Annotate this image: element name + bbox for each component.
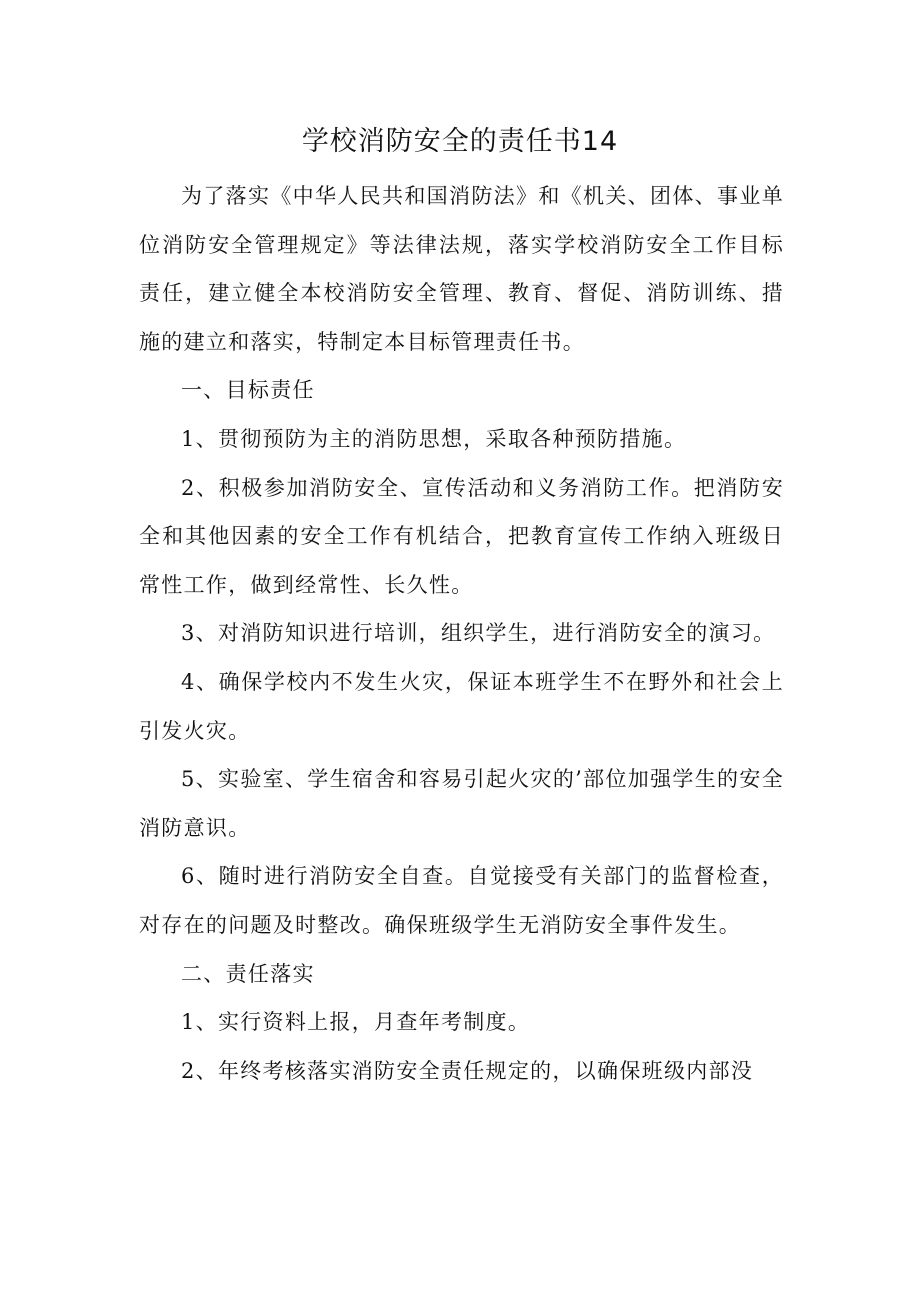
paragraph-impl-1: 1、实行资料上报，月查年考制度。: [181, 1010, 531, 1035]
paragraph-item-5: 5、实验室、学生宿舍和容易引起火灾的’部位加强学生的安全消防意识。: [139, 767, 784, 840]
paragraph-item-6: 6、随时进行消防安全自查。自觉接受有关部门的监督检查，对存在的问题及时整改。确保班级学生无消防安全事件发生。: [139, 864, 784, 937]
section-heading-goal-responsibility: 一、目标责任: [181, 378, 315, 403]
paragraph-item-3: 3、对消防知识进行培训，组织学生，进行消防安全的演习。: [181, 621, 776, 646]
section-heading-implementation: 二、责任落实: [181, 961, 315, 986]
document-title: 学校消防安全的责任书14: [301, 126, 619, 157]
paragraph-item-1: 1、贯彻预防为主的消防思想，采取各种预防措施。: [181, 426, 687, 451]
paragraph-item-4: 4、确保学校内不发生火灾，保证本班学生不在野外和社会上引发火灾。: [139, 669, 784, 743]
document-body: [139, 172, 784, 1095]
paragraph-item-2: 2、积极参加消防安全、宣传活动和义务消防工作。把消防安全和其他因素的安全工作有机结合，把教育宣传工作纳入班级日常性工作，做到经常性、长久性。: [139, 475, 784, 597]
paragraph-impl-2: 2、年终考核落实消防安全责任规定的，以确保班级内部没: [181, 1058, 754, 1083]
paragraph-intro: 为了落实《中华人民共和国消防法》和《机关、团体、事业单位消防安全管理规定》等法律法规，落实学校消防安全工作目标责任，建立健全本校消防安全管理、教育、督促、消防训练、措施的建立和落实，特制定本目标管理责任书。: [139, 184, 784, 354]
